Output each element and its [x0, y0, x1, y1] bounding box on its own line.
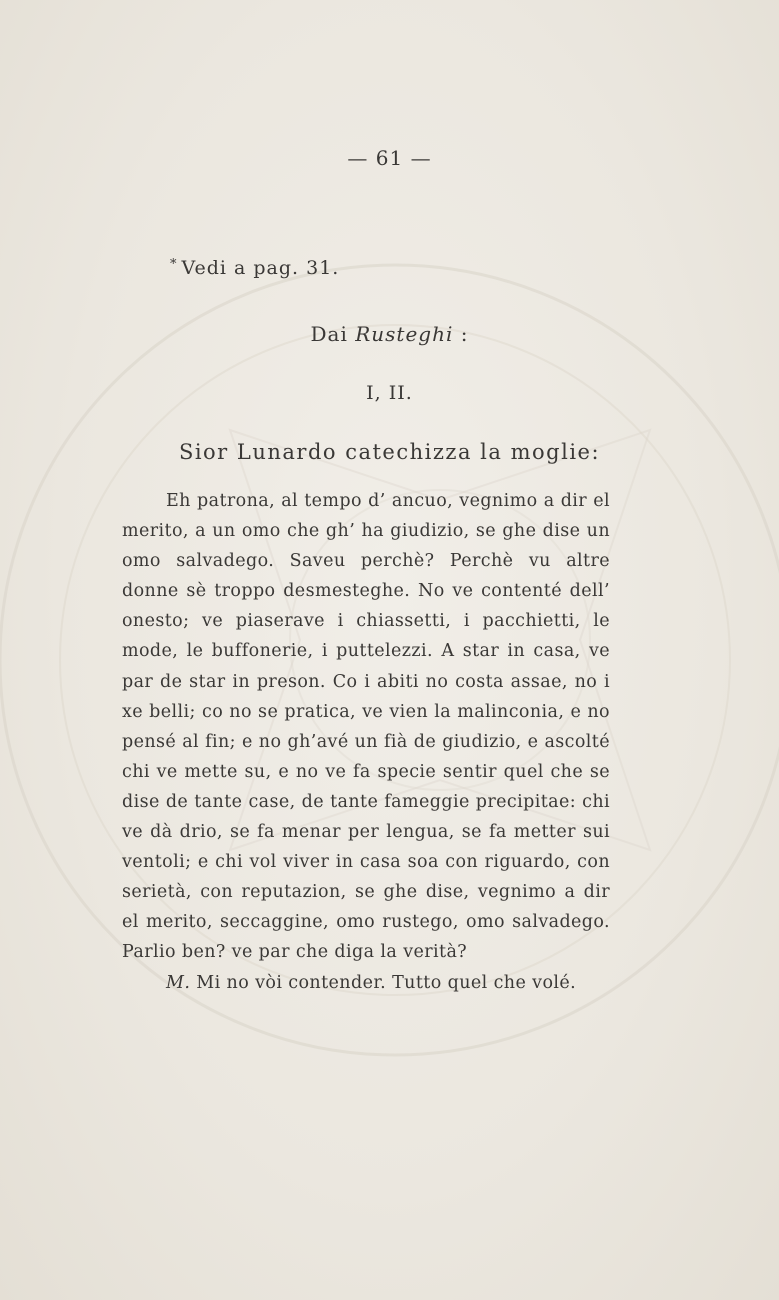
scene-heading: Sior Lunardo catechizza la moglie: — [178, 440, 601, 464]
footnote — [170, 257, 339, 279]
footnote-text: Vedi a pag. 31. — [181, 257, 340, 279]
footnote-marker: * — [170, 257, 178, 272]
page-number: — 61 — — [347, 146, 432, 170]
source-title: Rusteghi — [355, 322, 454, 346]
speaker-label: M. — [166, 972, 191, 993]
source-suffix: : — [460, 322, 469, 346]
paragraph: Eh patrona, al tempo d’ ancuo, vegnimo a dir el merito, a un omo che gh’ ha giudizio, se ghe dise un omo salvadego. Saveu perchè? Perchè vu altre donne sè troppo desmesteghe. No ve contenté dell’ onesto; ve piaserave i chiassetti, i pacchietti, le mode, le buffonerie, i puttelezzi. A star in casa, ve par de star in preson. Co i abiti no costa assae, no i xe belli; co no se pratica, ve vien la malinconia, e no pensé al fin; e no gh’avé un fià de giudizio, e ascolté chi ve mette su, e no ve fa specie sentir quel che se dise de tante case, de tante fameggie precipitae: chi ve dà drio, se fa menar per lengua, se fa metter sui ventoli; e chi vol viver in casa soa con riguardo, con serietà, con reputazion, se ghe dise, vegnimo a dir el merito, seccaggine, omo rustego, omo salvadego. Parlio ben? ve par che diga la verità? — [122, 491, 610, 963]
act-scene-heading: I, II. — [366, 382, 413, 404]
source-heading — [0, 322, 779, 346]
body-text — [122, 486, 610, 998]
reply-paragraph — [122, 968, 610, 998]
source-prefix: Dai — [310, 322, 348, 346]
reply-text: Mi no vòi contender. Tutto quel che volé. — [196, 972, 577, 993]
